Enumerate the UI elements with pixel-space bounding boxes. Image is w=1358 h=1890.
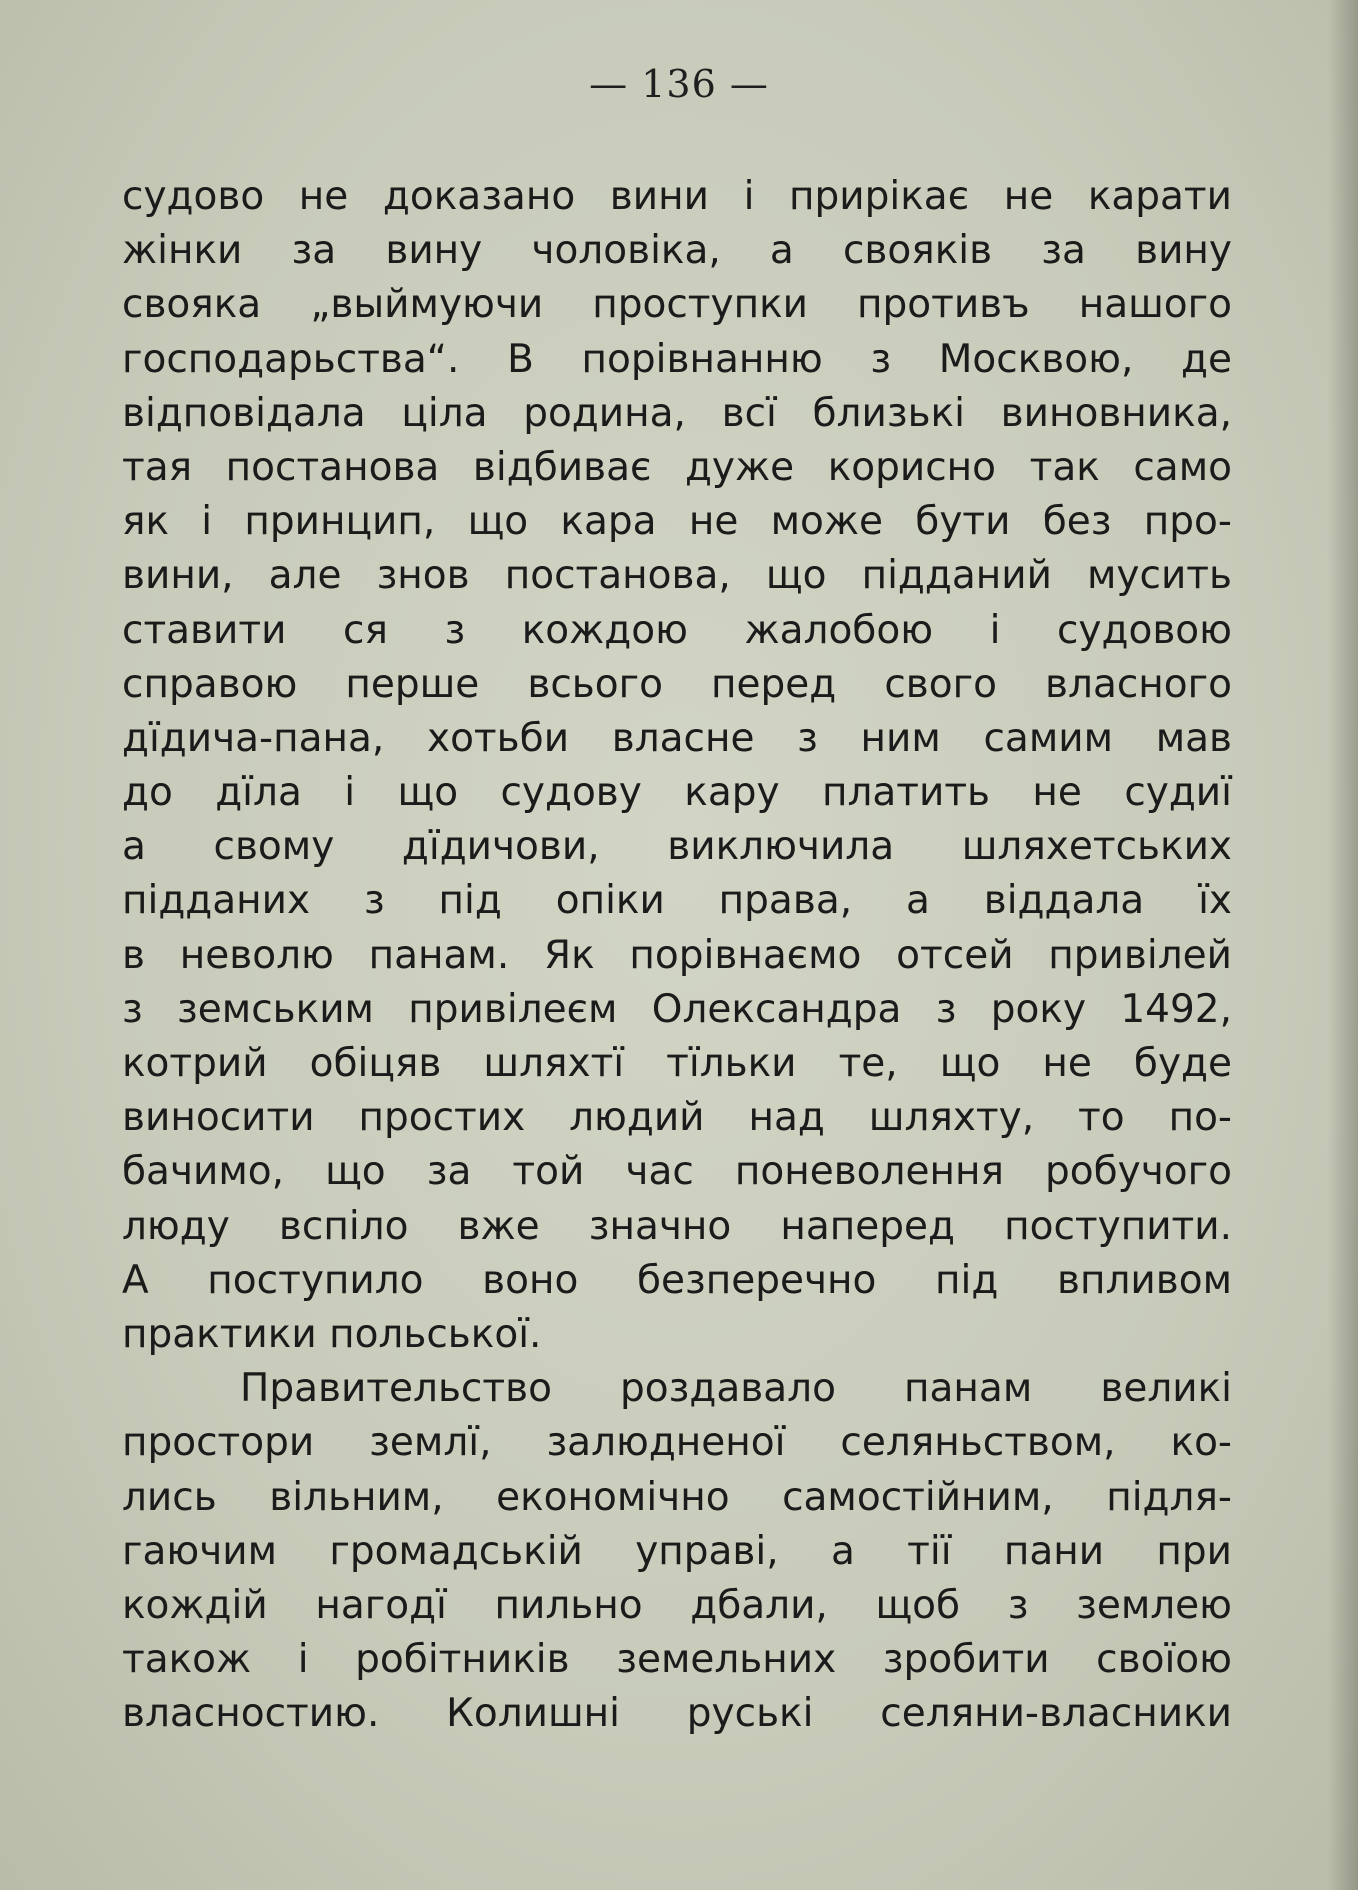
text-line: дїдича-пана, хотьби власне з ним самим мав — [122, 715, 1232, 761]
text-line: вини, але знов постанова, що підданий мусить — [122, 553, 1232, 599]
text-line: люду вспіло вже значно наперед поступити. — [122, 1203, 1232, 1249]
text-line: в неволю панам. Як порівнаємо отсей привілей — [122, 932, 1232, 978]
text-line: справою перше всього перед свого власного — [122, 661, 1232, 707]
text-line: як і принцип, що кара не може бути без про- — [122, 499, 1232, 545]
paragraph-end-line: практики польської. — [122, 1311, 542, 1357]
text-line: ставити ся з кождою жалобою і судовою — [122, 607, 1232, 653]
text-line: простори землї, залюдненої селяньством, ко- — [122, 1420, 1232, 1466]
text-line: з земським привілеєм Олександра з року 1492, — [122, 986, 1232, 1032]
text-line: власностию. Колишні руські селяни-власники — [122, 1691, 1232, 1737]
text-line: підданих з під опіки права, а віддала їх — [122, 878, 1232, 924]
text-line: кождій нагодї пильно дбали, щоб з землею — [122, 1582, 1232, 1628]
text-line: лись вільним, економічно самостійним, підля- — [122, 1474, 1232, 1520]
text-line: жінки за вину чоловіка, а свояків за вину — [122, 228, 1232, 274]
text-line: господарьства“. В порівнанню з Москвою, де — [122, 336, 1232, 382]
paragraph-start-line: Правительство роздавало панам великі — [240, 1366, 1232, 1412]
page-edge-shadow — [1328, 0, 1358, 1890]
body-text — [122, 170, 1232, 1741]
text-line: бачимо, що за той час поневолення робучого — [122, 1149, 1232, 1195]
text-line: також і робітників земельних зробити своїою — [122, 1637, 1232, 1683]
text-line: судово не доказано вини і прирікає не карати — [122, 174, 1232, 219]
text-line: свояка „выймуючи проступки противъ нашого — [122, 282, 1232, 328]
text-line: тая постанова відбиває дуже корисно так само — [122, 444, 1232, 490]
text-line: котрий обіцяв шляхтї тїльки те, що не буде — [122, 1041, 1232, 1086]
text-line: відповідала ціла родина, всї близькі виновника, — [122, 390, 1232, 436]
text-line: а свому дїдичови, виключила шляхетських — [122, 824, 1232, 870]
text-line: до дїла і що судову кару платить не судиї — [122, 770, 1232, 816]
page-number: — 136 — — [589, 62, 769, 106]
text-line: гаючим громадській управі, а тії пани при — [122, 1528, 1232, 1574]
text-line: виносити простих людий над шляхту, то по- — [122, 1095, 1232, 1141]
text-line: А поступило воно безперечно під впливом — [122, 1257, 1232, 1303]
